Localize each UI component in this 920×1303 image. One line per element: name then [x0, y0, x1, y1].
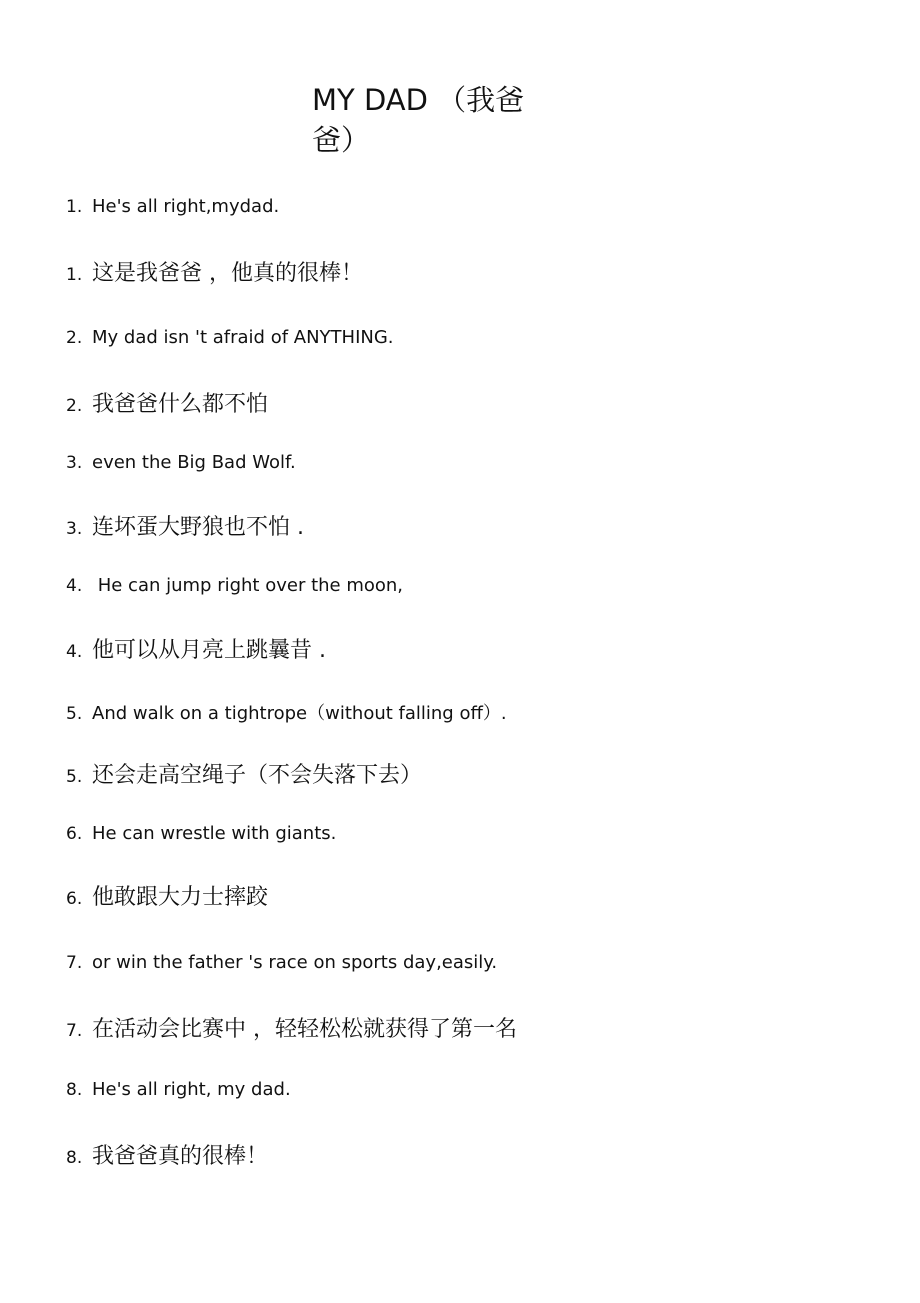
line-5-zh — [66, 758, 422, 789]
line-1-en — [66, 196, 279, 217]
line-text: 他敢跟大力士摔跤 — [92, 885, 269, 910]
line-text: even the Big Bad Wolf. — [92, 452, 296, 473]
line-number: 7. — [66, 953, 83, 973]
line-6-zh — [66, 880, 268, 911]
line-text: He can jump right over the moon, — [92, 575, 404, 596]
line-1-zh — [66, 256, 363, 287]
line-number: 3. — [66, 453, 83, 473]
line-8-en — [66, 1079, 291, 1100]
line-text: He's all right,mydad. — [92, 196, 280, 217]
document-title: MY DAD （我爸爸） — [312, 83, 525, 157]
line-number: 5. — [66, 767, 83, 787]
line-text: 在活动会比赛中 ，轻轻松松就获得了第一名 — [92, 1017, 517, 1042]
line-number: 1. — [66, 197, 83, 217]
line-3-zh — [66, 510, 304, 541]
line-text: 我爸爸真的很棒！ — [92, 1144, 269, 1169]
line-text: 这是我爸爸 ，他真的很棒！ — [92, 261, 363, 286]
line-number: 7. — [66, 1021, 83, 1041]
line-number: 1. — [66, 265, 83, 285]
line-4-zh — [66, 633, 326, 664]
line-number: 8. — [66, 1148, 83, 1168]
line-8-zh — [66, 1139, 268, 1170]
line-number: 2. — [66, 328, 83, 348]
line-7-en — [66, 952, 497, 973]
line-number: 8. — [66, 1080, 83, 1100]
line-4-en — [66, 575, 403, 596]
line-2-en — [66, 327, 394, 348]
line-2-zh — [66, 387, 268, 418]
line-text: And walk on a tightrope（without falling off）. — [92, 703, 507, 724]
line-number: 6. — [66, 824, 83, 844]
line-3-en — [66, 452, 296, 473]
line-number: 3. — [66, 519, 83, 539]
line-text: 还会走高空绳子（不会失落下去） — [92, 763, 423, 788]
line-number: 4. — [66, 642, 83, 662]
line-text: My dad isn 't afraid of ANYTHING. — [92, 327, 394, 348]
line-text: 他可以从月亮上跳曩昔 . — [92, 638, 326, 663]
line-number: 2. — [66, 396, 83, 416]
line-text: He's all right, my dad. — [92, 1079, 291, 1100]
line-text: 连坏蛋大野狼也不怕 . — [92, 515, 304, 540]
line-number: 6. — [66, 889, 83, 909]
line-text: 我爸爸什么都不怕 — [92, 392, 269, 417]
line-number: 4. — [66, 576, 83, 596]
line-7-zh — [66, 1012, 517, 1043]
line-6-en — [66, 823, 336, 844]
line-text: He can wrestle with giants. — [92, 823, 337, 844]
line-text: or win the father 's race on sports day,easily. — [92, 952, 498, 973]
line-5-en — [66, 699, 507, 725]
line-number: 5. — [66, 704, 83, 724]
